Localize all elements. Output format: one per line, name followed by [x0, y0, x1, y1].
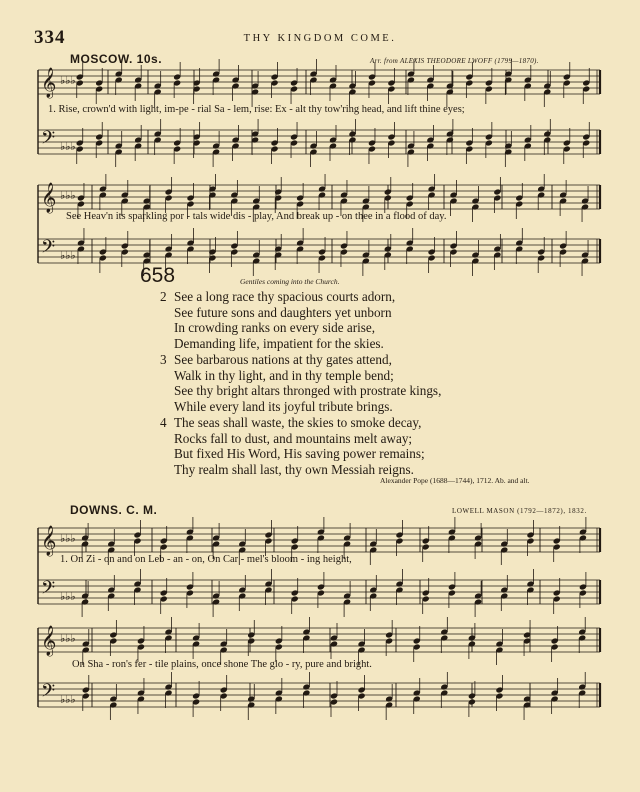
moscow-system-1-treble-clef: 𝄞	[41, 68, 57, 98]
stanza-line: The seas shall waste, the skies to smoke decay,	[174, 415, 422, 430]
downs-lyric-line-2: On Sha - ron's fer - tile plains, once shone The glo - ry, pure and bright.	[72, 659, 372, 670]
stanza-line: Rocks fall to dust, and mountains melt away;	[174, 430, 413, 446]
stanza-number: 4	[160, 415, 167, 430]
moscow-lyric-line-2: See Heav'n its sparkling por - tals wide dis - play, And break up - on thee in a flood of day.	[66, 211, 447, 222]
downs-lyric-line-1: 1. On Zi - on and on Leb - an - on, On Car - mel's bloom - ing height,	[60, 554, 352, 565]
downs-system-1-treble-clef: 𝄞	[41, 526, 57, 556]
svg-text:♭♭♭: ♭♭♭	[60, 693, 76, 706]
moscow-system-1-bass-clef: 𝄢	[41, 128, 56, 153]
composer-credit	[452, 507, 587, 515]
stanza-line: Thy realm shall last, thy own Messiah reigns.	[174, 461, 414, 477]
composer-name: LOWELL MASON (1792—1872), 1832.	[452, 507, 587, 515]
moscow-system-2-key-signature: ♭♭♭	[60, 189, 76, 202]
stanza-line: But fixed His Word, His saving power remains;	[174, 446, 425, 462]
svg-text:♭♭♭: ♭♭♭	[60, 590, 76, 603]
svg-text:♭♭♭: ♭♭♭	[60, 140, 76, 153]
hymn-number: 658	[140, 264, 176, 287]
stanza-line: See future sons and daughters yet unborn	[174, 304, 392, 320]
running-title: THY KINGDOM COME.	[243, 33, 397, 44]
downs-system-2-bass-clef: 𝄢	[41, 681, 56, 706]
tune-name-downs: DOWNS. C. M.	[70, 503, 158, 517]
stanza-line: In crowding ranks on every side arise,	[174, 320, 376, 336]
moscow-system-1-key-signature: ♭♭♭	[60, 74, 76, 87]
stanza-number: 3	[160, 352, 167, 367]
moscow-system-2-treble-clef: 𝄞	[41, 183, 57, 213]
moscow-system-2-bass-clef: 𝄢	[41, 237, 56, 262]
page-number: 334	[34, 27, 66, 48]
hymn-attribution: Alexander Pope (1688—1744), 1712. Ab. and alt.	[380, 476, 530, 485]
svg-text:♭♭♭: ♭♭♭	[60, 249, 76, 262]
stanza-line: See thy bright altars thronged with prostrate kings,	[174, 383, 442, 399]
tune-name-moscow: MOSCOW. 10s.	[70, 52, 163, 66]
stanza-number: 2	[160, 289, 167, 304]
downs-system-2-key-signature: ♭♭♭	[60, 632, 76, 645]
stanza-line: Demanding life, impatient for the skies.	[174, 335, 384, 351]
downs-system-1-key-signature: ♭♭♭	[60, 532, 76, 545]
downs-system-2-treble-clef: 𝄞	[41, 626, 57, 656]
stanza-line: While every land its joyful tribute brings.	[174, 398, 393, 414]
stanza-line: See a long race thy spacious courts adorn,	[174, 289, 396, 304]
arranger-credit: Arr. from ALEXIS THEODORE LWOFF (1799—1870).	[370, 57, 539, 65]
moscow-lyric-line-1: 1. Rise, crown'd with light, im-pe - rial Sa - lem, rise: Ex - alt thy tow'ring head, and lift thine eyes;	[48, 104, 465, 115]
stanza-line: See barbarous nations at thy gates attend,	[174, 352, 392, 367]
hymn-subtitle: Gentiles coming into the Church.	[240, 277, 340, 286]
downs-system-1-bass-clef: 𝄢	[41, 578, 56, 603]
stanza-line: Walk in thy light, and in thy temple bend;	[174, 367, 394, 383]
